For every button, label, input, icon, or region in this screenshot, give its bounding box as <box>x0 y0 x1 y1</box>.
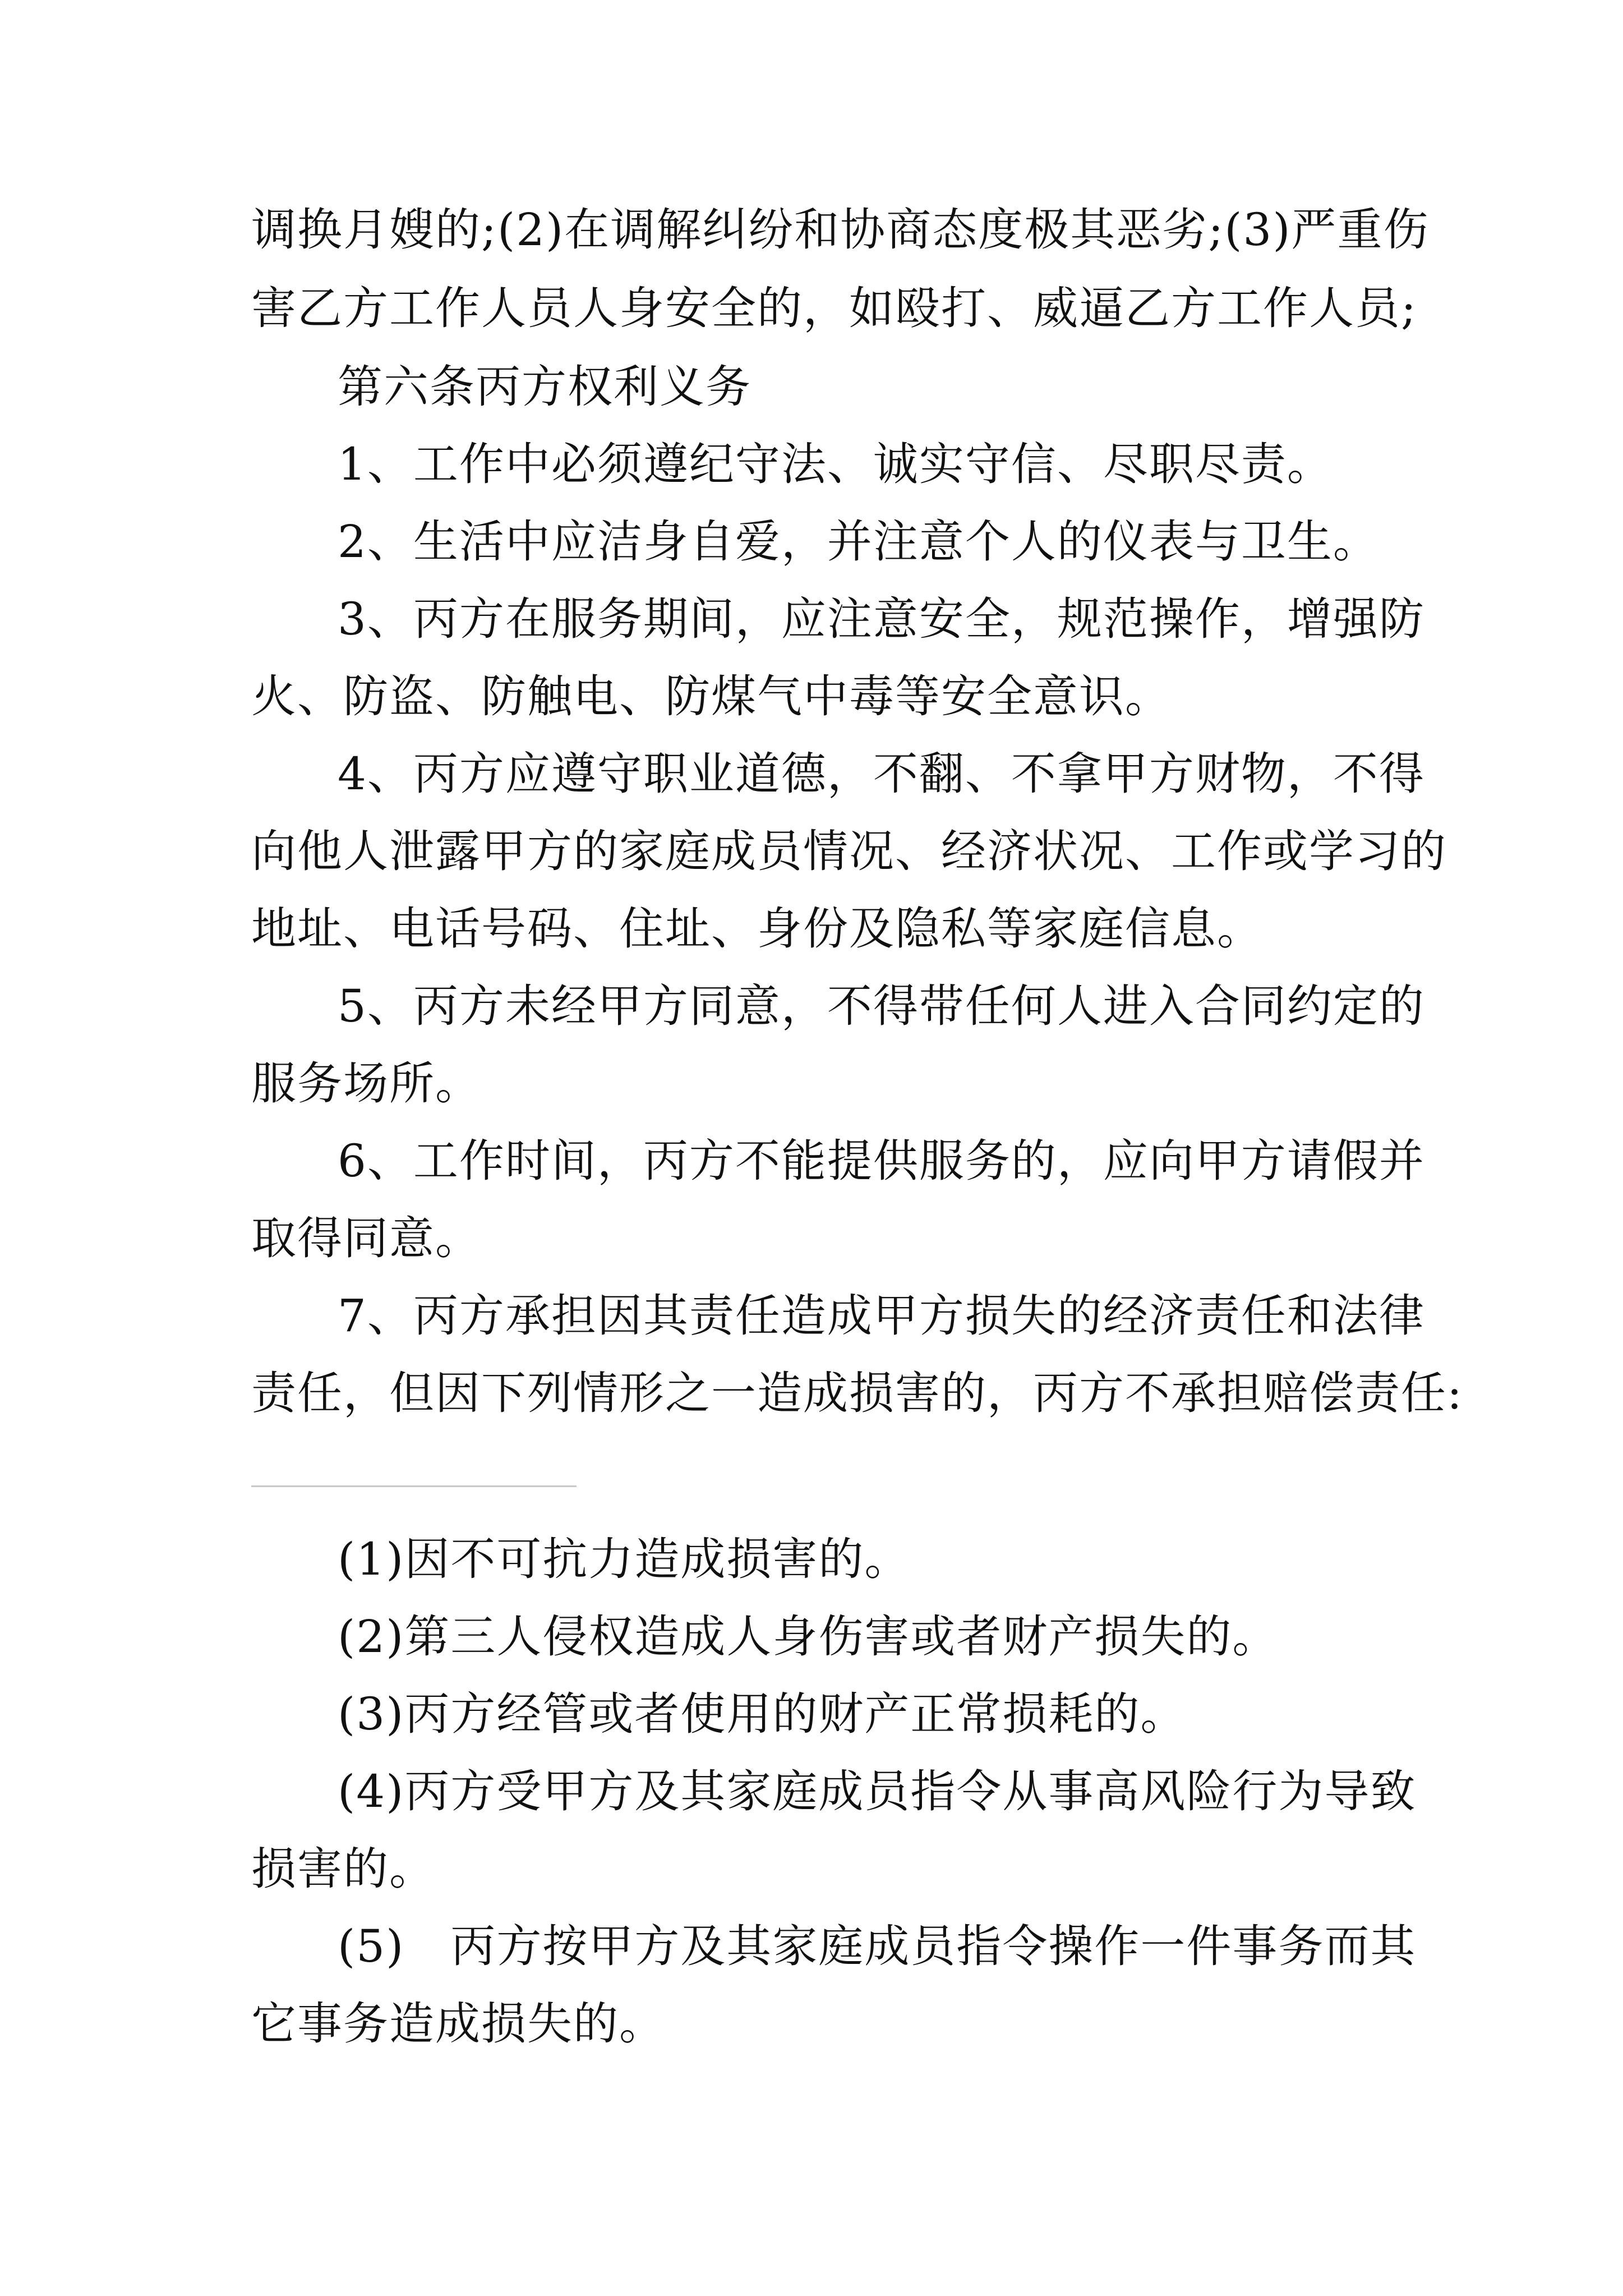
footnote-line-1: (1)因不可抗力造成损害的。 <box>338 1533 911 1585</box>
footnote-line-4b: 损害的。 <box>251 1843 435 1895</box>
footnote-line-2: (2)第三人侵权造成人身伤害或者财产损失的。 <box>338 1611 1279 1663</box>
body-line-item-1: 1、工作中必须遵纪守法、诚实守信、尽职尽责。 <box>338 438 1333 490</box>
body-line-2: 害乙方工作人员人身安全的，如殴打、威逼乙方工作人员; <box>251 282 1417 334</box>
body-line-item-5a: 5、丙方未经甲方同意，不得带任何人进入合同约定的 <box>338 980 1425 1032</box>
body-line-item-4b: 向他人泄露甲方的家庭成员情况、经济状况、工作或学习的 <box>251 825 1447 877</box>
section-heading: 第六条丙方权利义务 <box>338 361 751 413</box>
footnote-line-5b: 它事务造成损失的。 <box>251 1998 665 2050</box>
body-line-item-5b: 服务场所。 <box>251 1057 481 1110</box>
body-line-item-3b: 火、防盗、防触电、防煤气中毒等安全意识。 <box>251 670 1171 723</box>
body-line-item-4c: 地址、电话号码、住址、身份及隐私等家庭信息。 <box>251 903 1263 955</box>
body-line-item-3a: 3、丙方在服务期间，应注意安全，规范操作，增强防 <box>338 593 1425 645</box>
body-line-item-6a: 6、工作时间，丙方不能提供服务的，应向甲方请假并 <box>338 1135 1425 1187</box>
body-line-1: 调换月嫂的;(2)在调解纠纷和协商态度极其恶劣;(3)严重伤 <box>251 204 1430 256</box>
footnote-separator <box>251 1485 577 1487</box>
body-line-item-7b: 责任，但因下列情形之一造成损害的，丙方不承担赔偿责任: <box>251 1367 1463 1419</box>
body-line-item-2: 2、生活中应洁身自爱，并注意个人的仪表与卫生。 <box>338 516 1379 568</box>
footnote-line-5a: (5) 丙方按甲方及其家庭成员指令操作一件事务而其 <box>338 1920 1417 1972</box>
body-line-item-7a: 7、丙方承担因其责任造成甲方损失的经济责任和法律 <box>338 1290 1425 1342</box>
footnote-line-4a: (4)丙方受甲方及其家庭成员指令从事高风险行为导致 <box>338 1765 1417 1818</box>
body-line-item-4a: 4、丙方应遵守职业道德，不翻、不拿甲方财物，不得 <box>338 748 1425 800</box>
footnote-line-3: (3)丙方经管或者使用的财产正常损耗的。 <box>338 1688 1187 1740</box>
body-line-item-6b: 取得同意。 <box>251 1212 481 1264</box>
